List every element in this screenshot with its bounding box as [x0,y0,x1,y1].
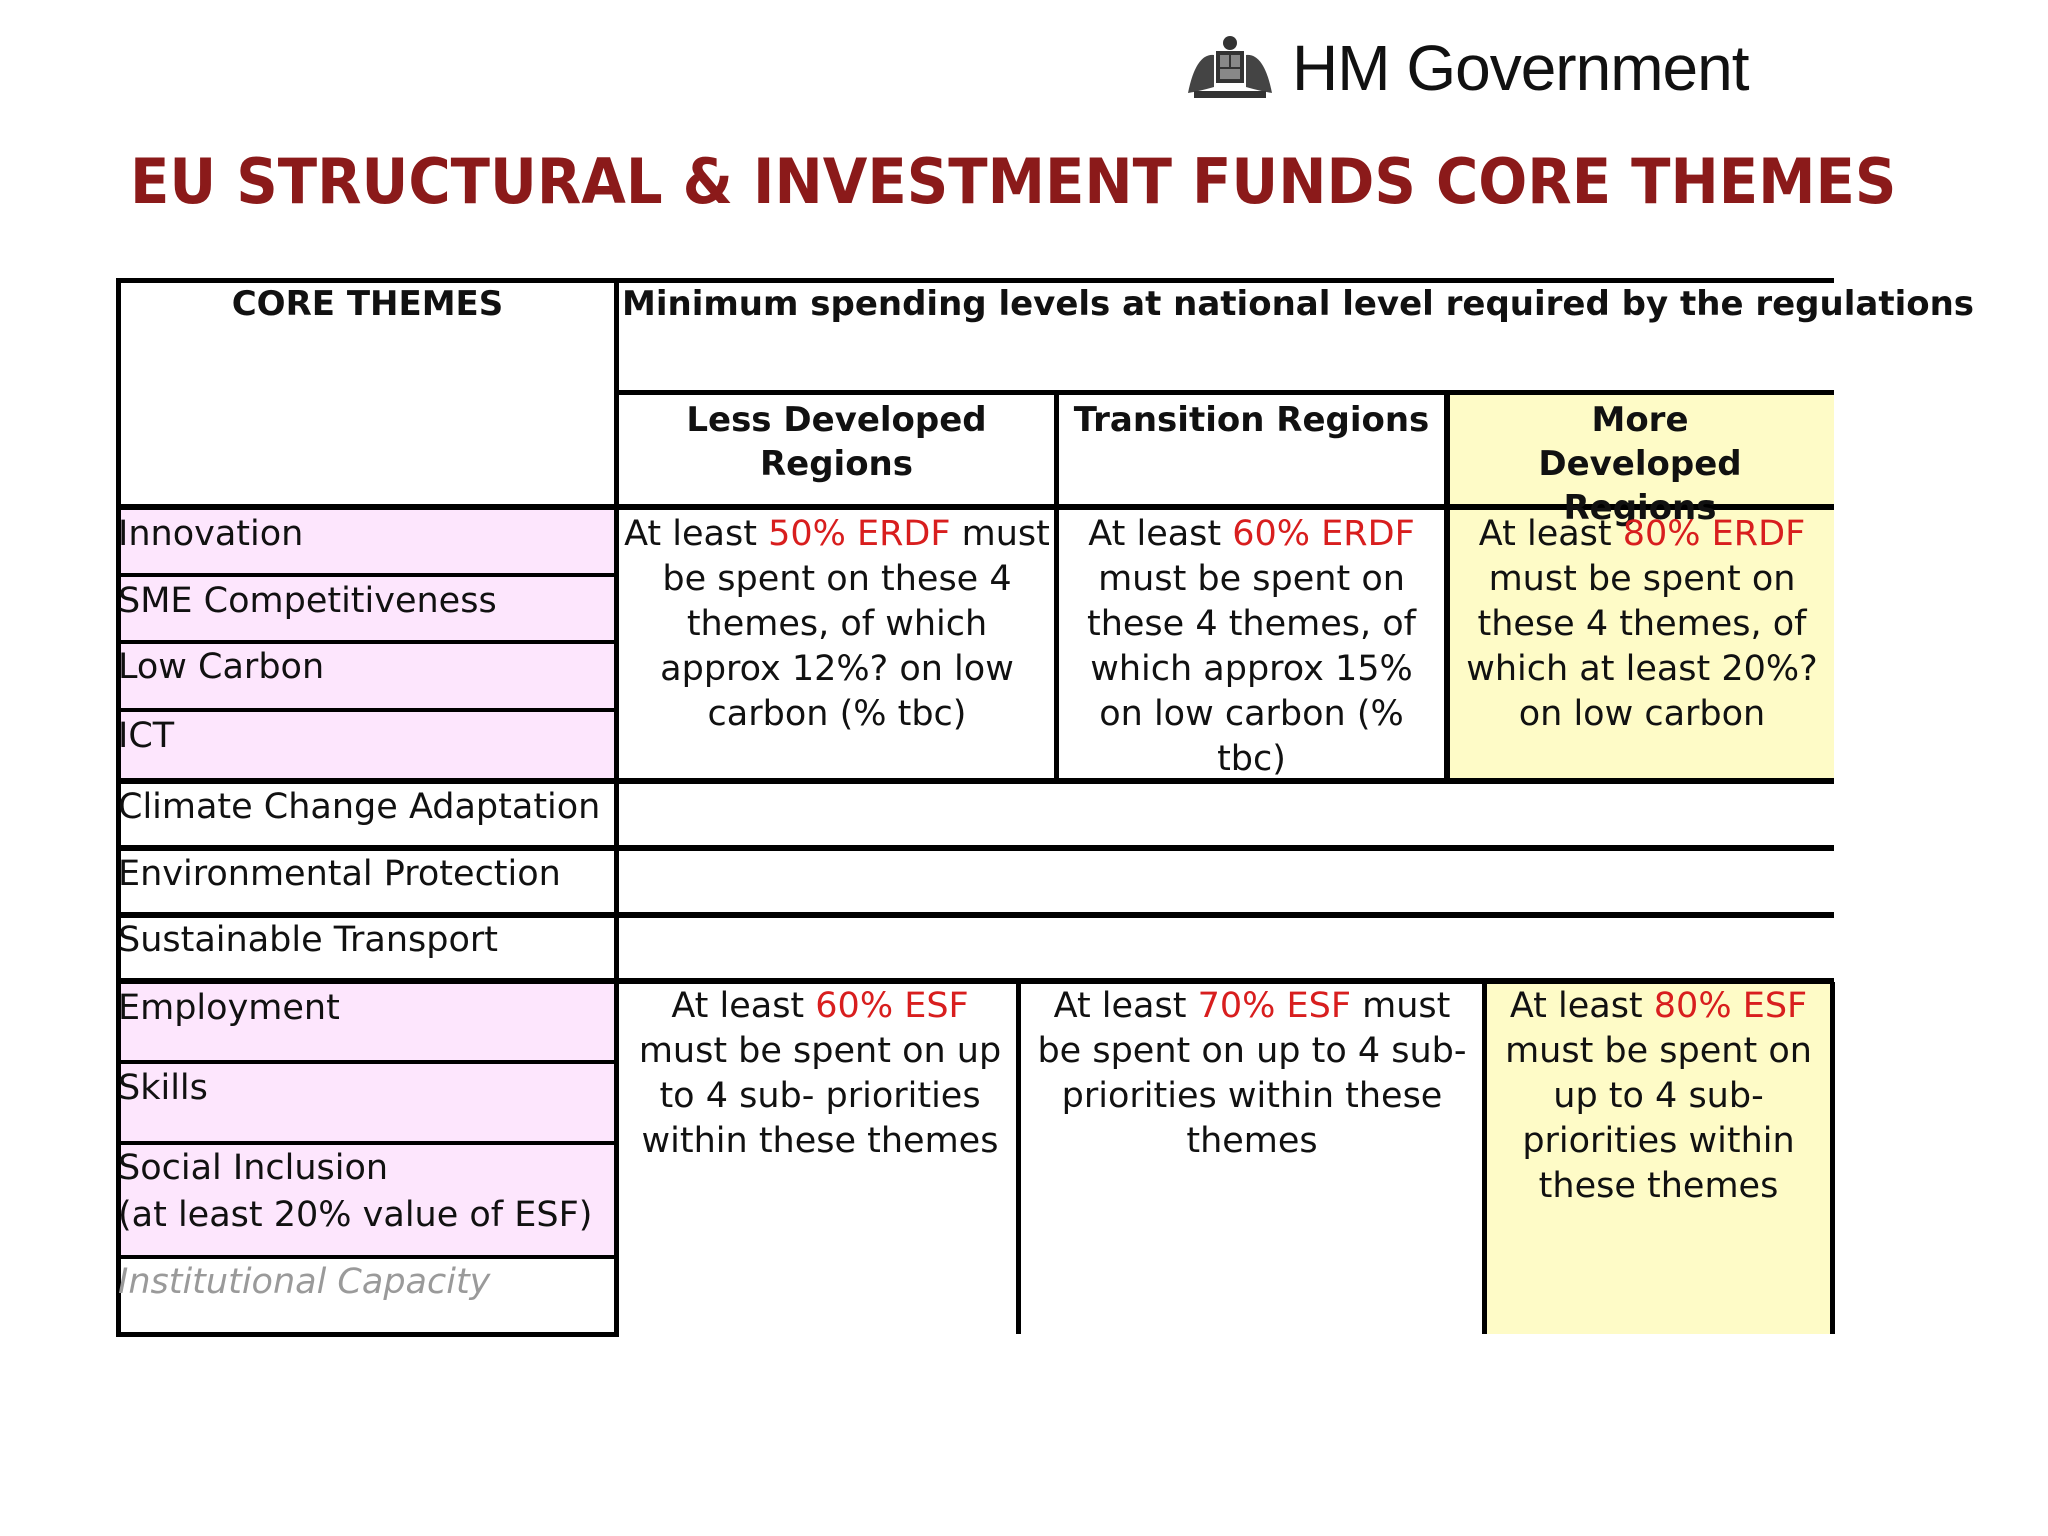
table-border-bottom [116,1332,618,1337]
line-after-skills [116,1141,614,1145]
region-header-less-developed: Less Developed Regions [686,400,987,484]
esf-more-developed [1487,984,1830,1209]
theme-innovation: Innovation [118,514,304,554]
theme-skills: Skills [118,1068,208,1108]
esf-less-developed [630,984,1010,1164]
erdf-more-developed-pre: At least [1478,514,1623,554]
theme-climate-change-adaptation: Climate Change Adaptation [118,787,601,827]
erdf-less-developed-post: must be spent on these 4 themes, of which approx 12%? on low carbon (% tbc) [660,514,1050,734]
erdf-more-developed-pct: 80% ERDF [1622,514,1806,554]
theme-employment: Employment [118,988,340,1028]
line-after-social-inclusion [116,1255,614,1259]
line-after-climate [116,845,1834,851]
line-after-employment [116,1060,614,1064]
esf-divider-1 [1016,982,1021,1334]
erdf-more-developed-post: must be spent on these 4 themes, of which at least 20%? on low carbon [1466,559,1818,734]
esf-transition [1024,984,1480,1164]
erdf-less-developed-pre: At least [624,514,769,554]
theme-sustainable-transport: Sustainable Transport [118,920,498,960]
esf-transition-post: must be spent on up to 4 sub-priorities within these themes [1037,986,1467,1161]
erdf-transition [1059,512,1444,782]
line-after-sme [116,640,614,644]
erdf-transition-pct: 60% ERDF [1232,514,1415,554]
line-after-low-carbon [116,708,614,712]
theme-environmental-protection: Environmental Protection [118,854,561,894]
esf-more-developed-post: must be spent on up to 4 sub-priorities within these themes [1505,1031,1812,1206]
theme-low-carbon: Low Carbon [118,647,325,687]
erdf-more-developed [1450,512,1834,737]
esf-transition-pre: At least [1053,986,1198,1026]
esf-right-border [1830,982,1835,1334]
esf-transition-pct: 70% ESF [1197,986,1351,1026]
theme-sme-competitiveness: SME Competitiveness [118,581,497,621]
hm-government-logo [1180,28,1748,108]
theme-social-inclusion-note: (at least 20% value of ESF) [118,1195,593,1235]
page-title: EU STRUCTURAL & INVESTMENT FUNDS CORE THEMES [130,145,1897,218]
esf-more-developed-pre: At least [1509,986,1654,1026]
line-after-innovation [116,573,614,577]
esf-less-developed-post: must be spent on up to 4 sub- priorities within these themes [638,1031,1002,1161]
org-name: HM Government [1292,32,1749,104]
erdf-less-developed [620,512,1054,737]
core-themes-header: CORE THEMES [231,284,504,324]
erdf-transition-post: must be spent on these 4 themes, of which approx 15% on low carbon (% tbc) [1086,559,1416,779]
erdf-transition-pre: At least [1088,514,1233,554]
theme-ict: ICT [118,716,175,756]
min-spending-header: Minimum spending levels at national level required by the regulations [622,284,1975,324]
esf-more-developed-pct: 80% ESF [1653,986,1808,1026]
region-header-top-line [614,390,1834,395]
region-header-more-developed: More Developed Regions [1538,400,1742,528]
esf-less-developed-pct: 60% ESF [815,986,969,1026]
line-after-ict [116,778,1834,784]
erdf-less-developed-pct: 50% ERDF [768,514,951,554]
royal-coat-of-arms-icon [1180,33,1280,103]
theme-social-inclusion: Social Inclusion [118,1148,389,1188]
esf-less-developed-pre: At least [671,986,816,1026]
region-header-transition: Transition Regions [1073,400,1430,440]
theme-institutional-capacity: Institutional Capacity [118,1262,491,1302]
